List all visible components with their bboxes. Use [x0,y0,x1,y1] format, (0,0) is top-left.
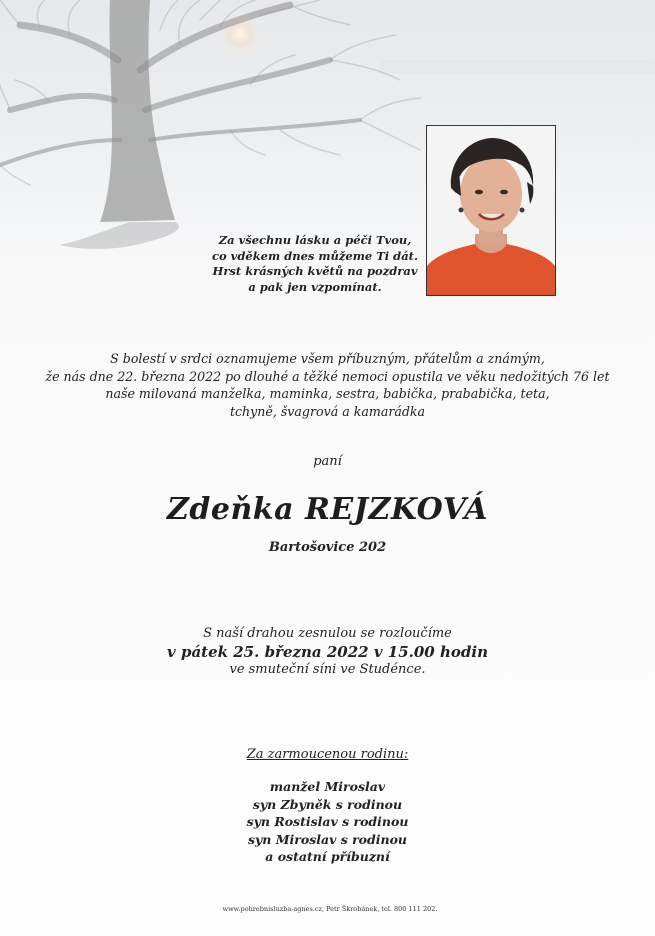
poem-line: Za všechnu lásku a péči Tvou, [218,233,412,247]
family-member: syn Miroslav s rodinou [247,831,408,847]
portrait-image [427,126,555,295]
family-member: syn Zbyněk s rodinou [252,796,403,812]
deceased-name: Zdeňka REJZKOVÁ [167,492,488,527]
funeral-service-footer: www.pohrebnisluzba-agnes.cz, Petr Škrobánek, tel. 800 111 202. [222,905,438,913]
farewell-ceremony [0,625,655,679]
family-members [0,778,655,866]
announcement-line: tchyně, švagrová a kamarádka [229,403,426,419]
family-member: a ostatní příbuzní [265,849,390,864]
farewell-intro: S naší drahou zesnulou se rozloučíme [203,626,452,641]
announcement-line: že nás dne 22. března 2022 po dlouhé a těžké nemoci opustila ve věku nedožitých 76 let [45,368,610,384]
memorial-poem [200,233,430,295]
family-member: manžel Miroslav [269,779,386,794]
farewell-place: ve smuteční síni ve Studénce. [229,662,426,677]
family-heading: Za zarmoucenou rodinu: [246,747,409,762]
death-announcement [0,350,655,420]
poem-line: co vděkem dnes můžeme Ti dát. [212,248,418,263]
poem-line: a pak jen vzpomínat. [248,279,382,294]
deceased-address: Bartošovice 202 [268,540,387,555]
farewell-date-time: v pátek 25. března 2022 v 15.00 hodin [167,643,488,661]
announcement-line: S bolestí v srdci oznamujeme všem příbuzným, přátelům a známým, [110,351,545,366]
deceased-title: paní [313,454,342,469]
announcement-line: naše milovaná manželka, maminka, sestra, babička, prababička, teta, [105,386,550,401]
portrait-photo [426,125,556,296]
family-member: syn Rostislav s rodinou [246,814,409,829]
poem-line: Hrst krásných květů na pozdrav [212,264,418,278]
